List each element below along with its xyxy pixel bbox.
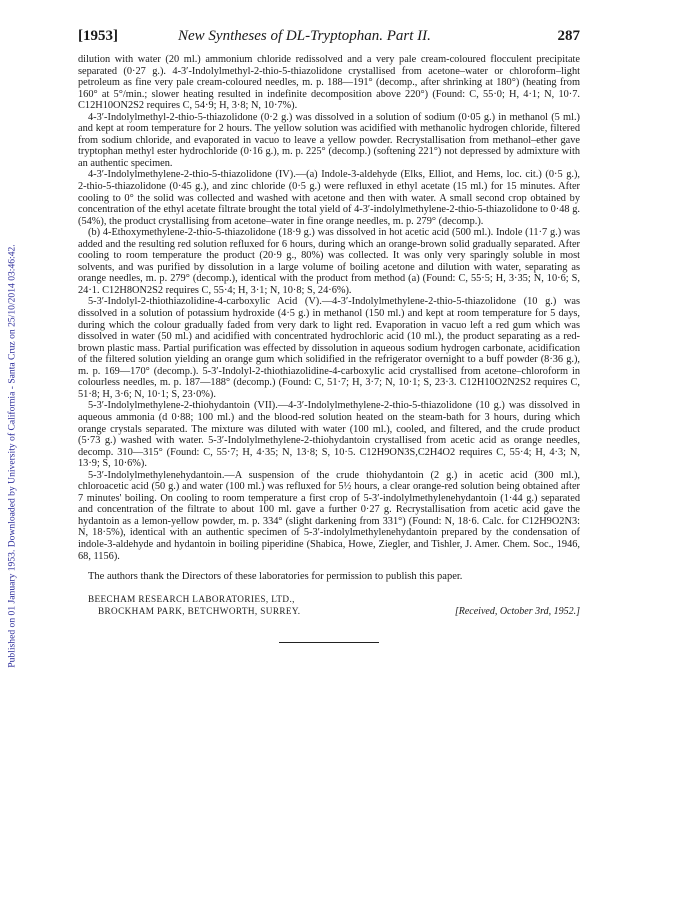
address-line-1: BEECHAM RESEARCH LABORATORIES, LTD.,: [88, 593, 295, 604]
article-body: [78, 54, 580, 562]
paragraph: 4-3′-Indolylmethylene-2-thio-5-thiazolidone (IV).—(a) Indole-3-aldehyde (Elks, Elliot, and Hems, loc. cit.) (0·5 g.), 2-thio-5-thiazolidone (0·45 g.), and zinc chloride (0·5 g.) were refluxed in ethyl acetate (15 ml.) for 15 minutes. After cooling to 0° the solid was collected and washed with acetone and then with water. A small second crop obtained by concentration of the ethyl acetate filtrate brought the total yield of 4-3′-indolylmethylene-2-thio-5-thiazolidone to 0·48 g. (54%), the product crystallising from acetone–water in fine orange needles, m. p. 279° (decomp.).: [78, 169, 580, 227]
end-rule: [279, 642, 379, 643]
paragraph: 5-3′-Indolyl-2-thiothiazolidine-4-carboxylic Acid (V).—4-3′-Indolylmethylene-2-thio-5-thiazolidone (10 g.) was dissolved in a solution of potassium hydroxide (4·5 g.) in methanol (150 ml.) and kept at room temperature for 5 days, during which the colour gradually faded from very dark to light red. Evaporation in vacuo left a red gum which was dissolved in water (50 ml.) and acidified with concentrated hydrochloric acid (10 ml.), the product separating as a red-brown plastic mass. Partial purification was effected by dissolution in aqueous sodium hydrogen carbonate, acidification of the filtered solution yielding an orange gum which solidified in the refrigerator overnight to a buff powder (8·36 g.), m. p. 169—170° (decomp.). 5-3′-Indolyl-2-thiothiazolidine-4-carboxylic acid crystallised from acetone–chloroform in colourless needles, m. p. 187—188° (decomp.) (Found: C, 51·7; H, 3·7; N, 10·1; S, 23·3. C12H10O2N2S2 requires C, 51·8; H, 3·6; N, 10·1; S, 23·0%).: [78, 296, 580, 400]
acknowledgement: The authors thank the Directors of these laboratories for permission to publish this paper.: [88, 571, 463, 583]
header-title: New Syntheses of DL-Tryptophan. Part II.: [178, 28, 431, 44]
download-watermark: [0, 0, 22, 913]
paragraph: (b) 4-Ethoxymethylene-2-thio-5-thiazolidone (18·9 g.) was dissolved in hot acetic acid (500 ml.). Indole (11·7 g.) was added and the resulting red solution refluxed for 6 hours, during which an orange-brown solid gradually separated. After cooling to room temperature the product (20·9 g., 80%) was collected. It was only very sparingly soluble in most solvents, and was purified by dissolution in a large volume of boiling acetone and dilution with water, separating as orange needles, m. p. 279° (decomp.), identical with the product from method (a) (Found: C, 55·5; H, 3·35; N, 10·6; S, 24·1. C12H8ON2S2 requires C, 55·4; H, 3·1; N, 10·8; S, 24·6%).: [78, 227, 580, 296]
page-number: 287: [557, 28, 580, 44]
journal-page: [78, 28, 580, 643]
paragraph: 4-3′-Indolylmethyl-2-thio-5-thiazolidone (0·2 g.) was dissolved in a solution of sodium (0·05 g.) in methanol (5 ml.) and kept at room temperature for 2 hours. The yellow solution was acidified with methanolic hydrogen chloride, filtered from sodium chloride, and evaporated in vacuo to leave a yellow powder. Recrystallisation from methanol–ether gave tryptophan methyl ester hydrochloride (0·16 g.), m. p. 225° (decomp.) (softening 221°) not depressed by admixture with an authentic specimen.: [78, 111, 580, 169]
address-line-2: BROCKHAM PARK, BETCHWORTH, SURREY.: [98, 605, 301, 616]
paragraph: 5-3′-Indolylmethylenehydantoin.—A suspension of the crude thiohydantoin (2 g.) in acetic acid (300 ml.), chloroacetic acid (50 g.) and water (100 ml.) was refluxed for 5½ hours, a clear orange-red solution being obtained after 7 minutes' boiling. On cooling to room temperature a first crop of 5-3′-indolylmethylenehydantoin (1·44 g.) separated and concentration of the filtrate to about 100 ml. gave a further 0·27 g. Recrystallisation from acetic acid gave the hydantoin as a lemon-yellow powder, m. p. 334° (slight darkening from 331°) (Found: N, 18·6. Calc. for C12H9O2N3: N, 18·5%), identical with an authentic specimen of 5-3′-indolylmethylenehydantoin prepared by the condensation of indole-3-aldehyde and hydantoin in boiling piperidine (Shabica, Howe, Ziegler, and Tishler, J. Amer. Chem. Soc., 1946, 68, 1156).: [78, 469, 580, 562]
paragraph: dilution with water (20 ml.) ammonium chloride redissolved and a very pale cream-coloured flocculent precipitate separated (0·27 g.). 4-3′-Indolylmethyl-2-thio-5-thiazolidone crystallised from acetone–water or chloroform–light petroleum as fine very pale cream-coloured needles, m. p. 188—191° (decomp., after shrinking at 180°) (heating from 160° at 5°/min.; slower heating resulted in indefinite decomposition above 220°) (Found: C, 55·0; H, 4·1; N, 10·7. C12H10ON2S2 requires C, 54·9; H, 3·8; N, 10·7%).: [78, 54, 580, 112]
running-header: [78, 28, 580, 50]
received-date: [Received, October 3rd, 1952.]: [454, 605, 580, 617]
download-note-text: Published on 01 January 1953. Downloaded by University of California - Santa Cruz on 25/10/2014 03:46:42.: [6, 244, 18, 668]
paragraph: 5-3′-Indolylmethylene-2-thiohydantoin (VII).—4-3′-Indolylmethylene-2-thio-5-thiazolidone (10 g.) was dissolved in aqueous ammonia (d 0·88; 100 ml.) and the blood-red solution heated on the steam-bath for 3 hours, during which orange crystals separated. The mixture was diluted with water (100 ml.), cooled, and filtered, and the crude product (5·73 g.) washed with water. 5-3′-Indolylmethylene-2-thiohydantoin crystallised from acetic acid as orange needles, decomp. 310—315° (Found: C, 55·7; H, 4·35; N, 13·8; S, 10·5. C12H9ON3S,C2H4O2 requires C, 55·4; H, 4·3; N, 13·9; S, 10·6%).: [78, 400, 580, 470]
institution-address: [78, 594, 580, 620]
header-year: [1953]: [78, 28, 118, 44]
